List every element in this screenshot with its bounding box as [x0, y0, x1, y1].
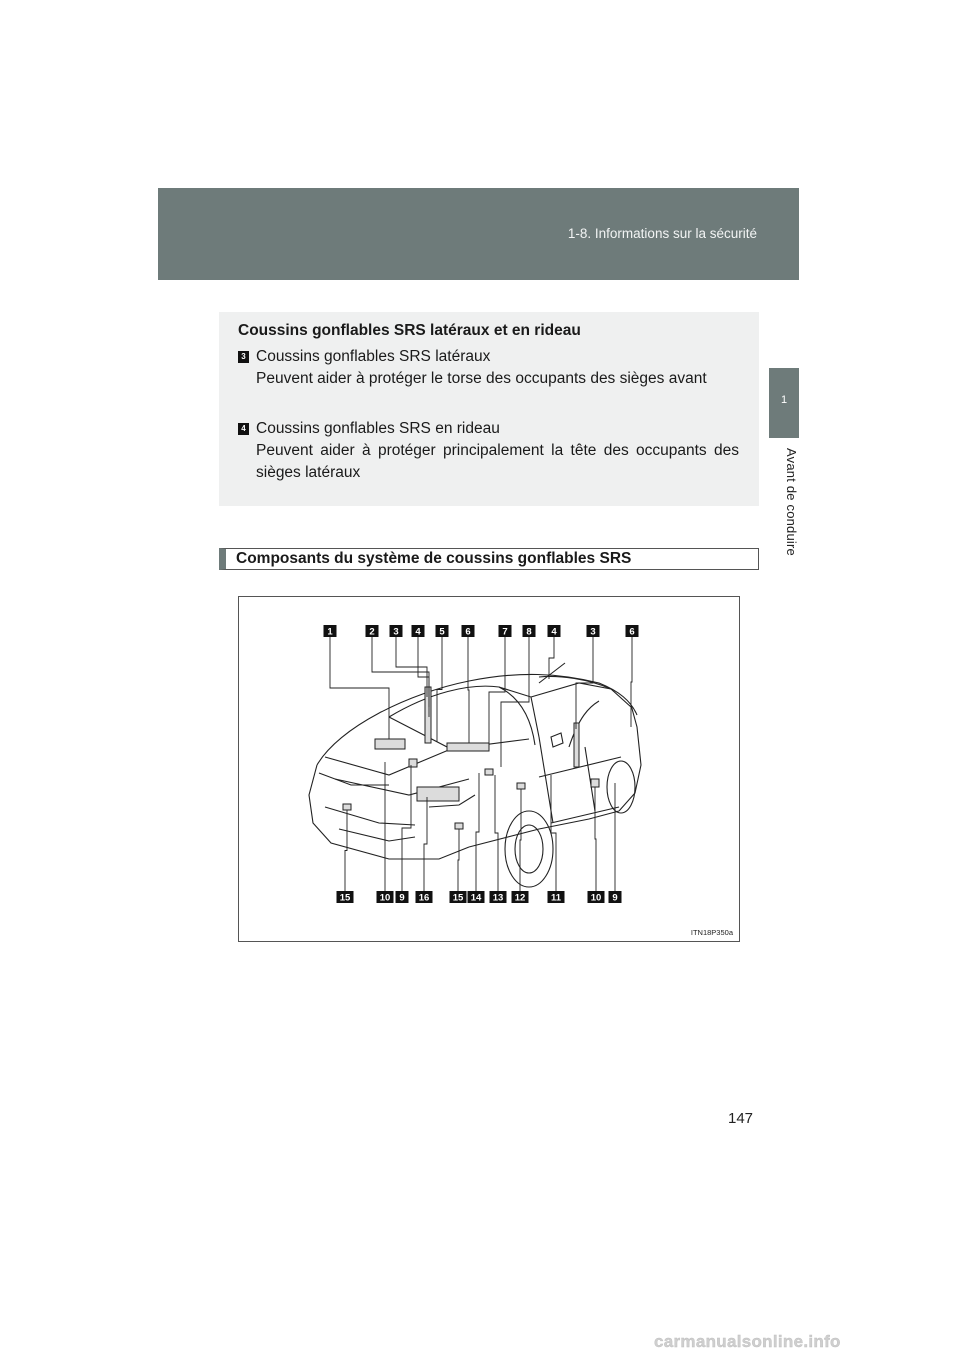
callout-label-bottom-13 — [490, 891, 507, 904]
item-title: Coussins gonflables SRS latéraux — [256, 348, 491, 365]
leader-line — [551, 775, 556, 891]
leader-line — [402, 765, 411, 891]
leader-line — [330, 637, 389, 739]
callout-label-top-3 — [390, 625, 403, 638]
callout-label-top-4 — [548, 625, 561, 638]
callout-label-bottom-10 — [588, 891, 605, 904]
svg-text:14: 14 — [470, 892, 482, 904]
item-title: Coussins gonflables SRS en rideau — [256, 420, 500, 437]
svg-text:2: 2 — [369, 626, 375, 638]
svg-text:13: 13 — [492, 892, 504, 904]
callout-label-top-1 — [324, 625, 337, 638]
part-front-sensor-right — [455, 823, 463, 829]
svg-text:1: 1 — [327, 626, 333, 638]
callout-label-top-5 — [436, 625, 449, 638]
section-heading-bar — [219, 548, 759, 570]
leader-line — [396, 637, 427, 697]
svg-text:16: 16 — [418, 892, 430, 904]
leader-line — [424, 797, 427, 891]
leader-line — [595, 787, 596, 891]
leader-line — [458, 829, 459, 891]
svg-text:5: 5 — [439, 626, 445, 638]
part-side-sensor-rear — [591, 779, 599, 787]
callout-label-top-3 — [587, 625, 600, 638]
callout-label-bottom-15 — [337, 891, 354, 904]
leader-line — [476, 773, 479, 891]
callout-label-bottom-9 — [609, 891, 622, 904]
svg-text:15: 15 — [339, 892, 351, 904]
info-item-side-airbags — [238, 346, 739, 390]
svg-text:10: 10 — [590, 892, 602, 904]
part-curtain-airbag-left — [425, 687, 431, 743]
svg-text:10: 10 — [379, 892, 391, 904]
part-indicator — [485, 769, 493, 775]
callout-label-bottom-11 — [548, 891, 565, 904]
airbag-parts — [343, 687, 599, 829]
svg-text:8: 8 — [526, 626, 532, 638]
leader-line — [631, 637, 632, 727]
bottom-callout-labels — [337, 891, 622, 904]
svg-text:4: 4 — [551, 626, 557, 638]
info-heading: Coussins gonflables SRS latéraux et en rideau — [238, 322, 581, 339]
svg-text:7: 7 — [502, 626, 508, 638]
callout-label-top-6 — [462, 625, 475, 638]
svg-text:carmanualsonline.info: carmanualsonline.info — [654, 1332, 841, 1351]
svg-text:12: 12 — [514, 892, 526, 904]
svg-text:4: 4 — [415, 626, 421, 638]
airbag-components-figure — [238, 596, 740, 942]
part-ecu — [417, 787, 459, 801]
watermark-logo — [654, 1330, 944, 1352]
leader-line — [345, 810, 347, 891]
callout-label-top-4 — [412, 625, 425, 638]
info-item-curtain-airbags — [238, 418, 739, 484]
top-callout-labels — [324, 625, 639, 638]
item-marker: 3 — [238, 351, 249, 363]
section-breadcrumb: 1-8. Informations sur la sécurité — [567, 226, 757, 241]
car-diagram — [239, 597, 739, 941]
svg-text:11: 11 — [550, 892, 562, 904]
page-number: 147 — [728, 1110, 754, 1127]
svg-text:3: 3 — [393, 626, 399, 638]
callout-label-bottom-15 — [450, 891, 467, 904]
item-marker: 4 — [238, 423, 249, 435]
leader-line — [520, 789, 521, 891]
part-side-sensor-front — [409, 759, 417, 767]
callout-label-bottom-9 — [396, 891, 409, 904]
svg-text:9: 9 — [399, 892, 405, 904]
part-seat-belt-pretensioner — [517, 783, 525, 789]
part-knee-airbag — [375, 739, 405, 749]
leader-lines — [330, 637, 632, 891]
callout-label-bottom-16 — [416, 891, 433, 904]
part-passenger-airbag — [447, 743, 489, 751]
leader-line — [437, 637, 442, 742]
callout-label-bottom-12 — [512, 891, 529, 904]
callout-label-top-7 — [499, 625, 512, 638]
leader-line — [372, 637, 429, 707]
svg-text:3: 3 — [590, 626, 596, 638]
item-description: Peuvent aider à protéger principalement la tête des occupants des sièges latéraux — [256, 442, 739, 481]
svg-text:6: 6 — [629, 626, 635, 638]
svg-text:6: 6 — [465, 626, 471, 638]
figure-code: ITN18P350a — [690, 928, 733, 937]
info-box — [219, 312, 759, 506]
chapter-tab — [769, 368, 799, 438]
callout-label-top-8 — [523, 625, 536, 638]
chapter-label: Avant de conduire — [784, 448, 799, 556]
leader-line — [495, 775, 498, 891]
callout-label-top-6 — [626, 625, 639, 638]
leader-line — [489, 637, 505, 747]
part-front-sensor-left — [343, 804, 351, 810]
svg-text:9: 9 — [612, 892, 618, 904]
svg-text:15: 15 — [452, 892, 464, 904]
callout-label-top-2 — [366, 625, 379, 638]
header-band — [158, 188, 799, 280]
callout-label-bottom-14 — [468, 891, 485, 904]
part-side-airbag — [574, 723, 579, 767]
chapter-number: 1 — [780, 394, 788, 406]
leader-line — [468, 637, 469, 743]
item-description: Peuvent aider à protéger le torse des occupants des sièges avant — [256, 370, 707, 387]
car-illustration — [309, 663, 641, 887]
section-title: Composants du système de coussins gonflables SRS — [236, 550, 632, 567]
callout-label-bottom-10 — [377, 891, 394, 904]
